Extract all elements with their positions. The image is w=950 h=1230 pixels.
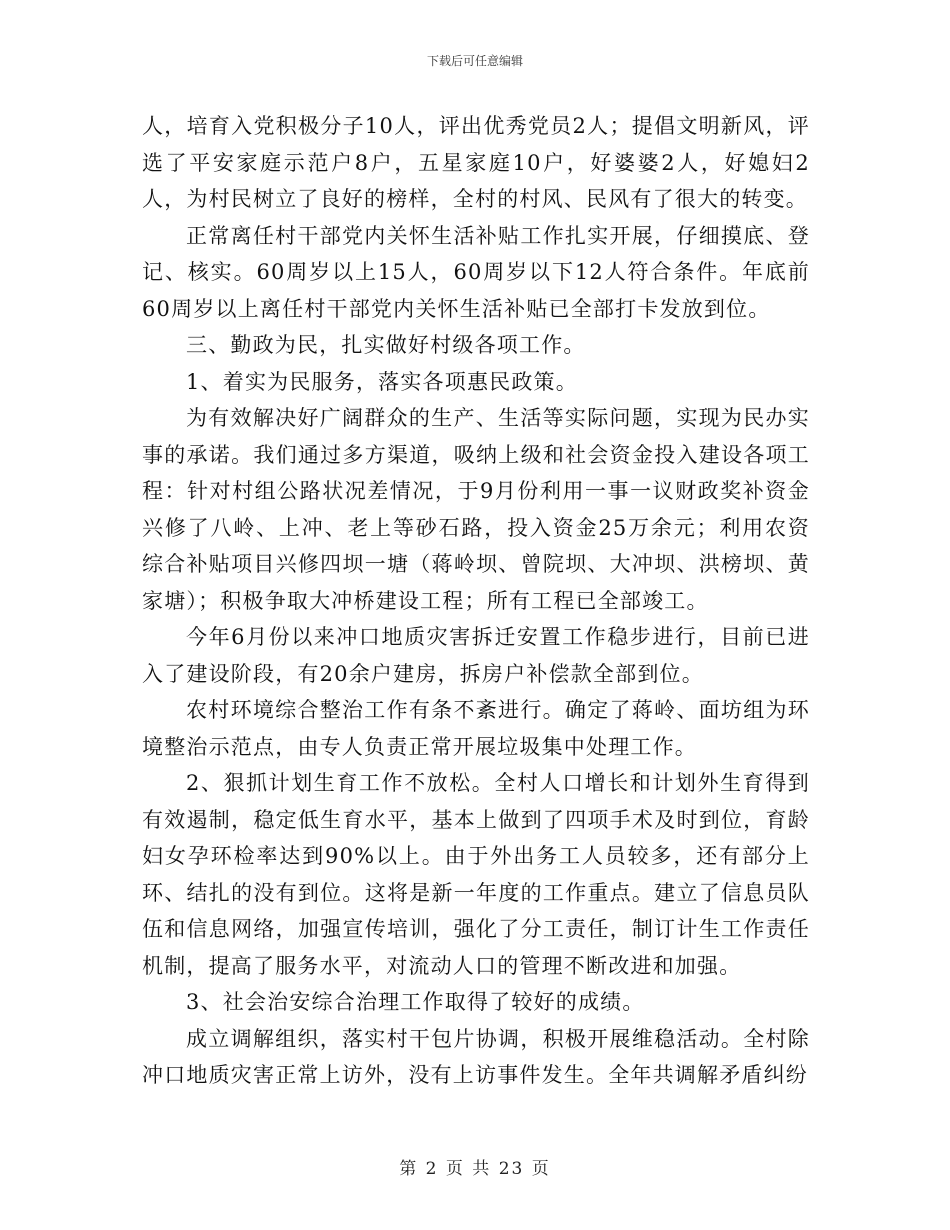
paragraph-5: 为有效解决好广阔群众的生产、生活等实际问题，实现为民办实事的承诺。我们通过多方渠道，吸纳上级和社会资金投入建设各项工程：针对村组公路状况差情况，于9月份利用一事一议财政奖补资金兴修了八岭、上冲、老上等砂石路，投入资金25万余元；利用农资综合补贴项目兴修四坝一塘（蒋岭坝、曾院坝、大冲坝、洪榜坝、黄家塘）；积极争取大冲桥建设工程；所有工程已全部竣工。 [142,406,810,613]
subheading-3: 3、社会治安综合治理工作取得了较好的成绩。 [186,990,645,1014]
paragraph-7: 农村环境综合整治工作有条不紊进行。确定了蒋岭、面坊组为环境整治示范点，由专人负责正常开展垃圾集中处理工作。 [142,698,810,759]
paragraph-10: 成立调解组织，落实村干包片协调，积极开展维稳活动。全村除冲口地质灾害正常上访外，没有上访事件发生。全年共调解矛盾纠纷 [142,1026,810,1087]
section-heading-3: 三、勤政为民，扎实做好村级各项工作。 [186,333,586,357]
paragraph-2: 正常离任村干部党内关怀生活补贴工作扎实开展，仔细摸底、登记、核实。60周岁以上15人，60周岁以下12人符合条件。年底前60周岁以上离任村干部党内关怀生活补贴已全部打卡发放到位。 [142,223,810,321]
paragraph-1: 人，培育入党积极分子10人，评出优秀党员2人；提倡文明新风，评选了平安家庭示范户8户，五星家庭10户，好婆婆2人，好媳妇2人，为村民树立了良好的榜样，全村的村风、民风有了很大的转变。 [142,114,810,211]
page-header-note: 下载后可任意编辑 [426,54,523,68]
paragraph-6: 今年6月份以来冲口地质灾害拆迁安置工作稳步进行，目前已进入了建设阶段，有20余户建房，拆房户补偿款全部到位。 [142,625,810,686]
document-body [142,108,810,1094]
paragraph-8: 2、狠抓计划生育工作不放松。全村人口增长和计划外生育得到有效遏制，稳定低生育水平，基本上做到了四项手术及时到位，育龄妇女孕环检率达到90%以上。由于外出务工人员较多，还有部分上环、结扎的没有到位。这将是新一年度的工作重点。建立了信息员队伍和信息网络，加强宣传培训，强化了分工责任，制订计生工作责任机制，提高了服务水平，对流动人口的管理不断改进和加强。 [142,771,810,978]
subheading-1: 1、着实为民服务，落实各项惠民政策。 [186,369,578,394]
page-number-footer: 第 2 页 共 23 页 [399,1159,551,1179]
